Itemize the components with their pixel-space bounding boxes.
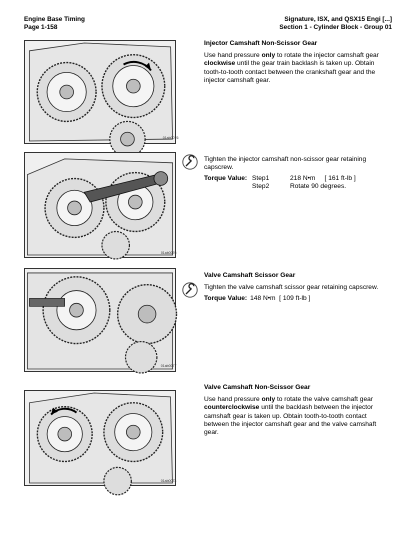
torque-label: Torque Value: <box>204 295 248 303</box>
step-valve-camshaft-scissor-gear <box>204 272 390 303</box>
step-tighten-injector-gear <box>204 156 390 191</box>
torque-value: 148 N•m [ 109 ft-lb ] <box>250 295 311 303</box>
torque-step: Step2 <box>252 183 270 191</box>
step-title: Valve Camshaft Scissor Gear <box>204 272 296 279</box>
torque-label: Torque Value: <box>204 175 248 183</box>
step-valve-camshaft-non-scissor-gear <box>204 384 390 440</box>
page-number: Page 1-158 <box>24 24 58 31</box>
figure-injector-camshaft-clockwise <box>24 40 179 144</box>
figure-code: 01ab0077 <box>160 364 177 369</box>
figure-code: 01ab0076 <box>160 251 177 256</box>
manual-section-title: Engine Base Timing <box>24 16 85 23</box>
page-header-left <box>24 16 85 32</box>
torque-step: Step1 <box>252 175 270 183</box>
wrench-icon <box>182 282 198 298</box>
page-header-right <box>279 16 392 32</box>
step-injector-camshaft-non-scissor-gear <box>204 40 390 88</box>
step-instruction: Tighten the valve camshaft scissor gear retaining capscrew. <box>204 284 379 292</box>
figure-code: 01ab0076 <box>162 136 179 141</box>
step-instruction: Use hand pressure only to rotate the valve camshaft gear counterclockwise until the backlash between the injector camshaft gear is taken up. Obtain tooth-to-tooth contact between the injector camshaft gear and the valve camshaft gear. <box>204 396 377 437</box>
step-title: Injector Camshaft Non-Scissor Gear <box>204 40 318 47</box>
wrench-icon <box>182 154 198 170</box>
torque-step-value: 218 N•m [ 161 ft-lb ] <box>290 175 356 183</box>
step-title: Valve Camshaft Non-Scissor Gear <box>204 384 311 391</box>
torque-step-value: Rotate 90 degrees. <box>290 183 347 191</box>
figure-valve-camshaft-counterclockwise <box>24 390 176 486</box>
torque-value-table <box>204 175 390 191</box>
torque-value-row <box>204 295 390 303</box>
engine-model-title: Signature, ISX, and QSX15 Engi [...] <box>284 16 392 23</box>
section-group-title: Section 1 - Cylinder Block - Group 01 <box>279 24 392 31</box>
step-instruction: Tighten the injector camshaft non-scissor gear retaining capscrew. <box>204 156 367 172</box>
figure-code: 01ab0073 <box>160 479 177 484</box>
step-instruction: Use hand pressure only to rotate the injector camshaft gear clockwise until the gear train backlash is taken up. Obtain tooth-to-tooth contact between the crankshaft gear and the injector camshaft gear. <box>204 52 379 84</box>
figure-valve-camshaft-scissor-gear <box>24 268 176 372</box>
figure-tighten-injector-gear-capscrew <box>24 152 176 258</box>
